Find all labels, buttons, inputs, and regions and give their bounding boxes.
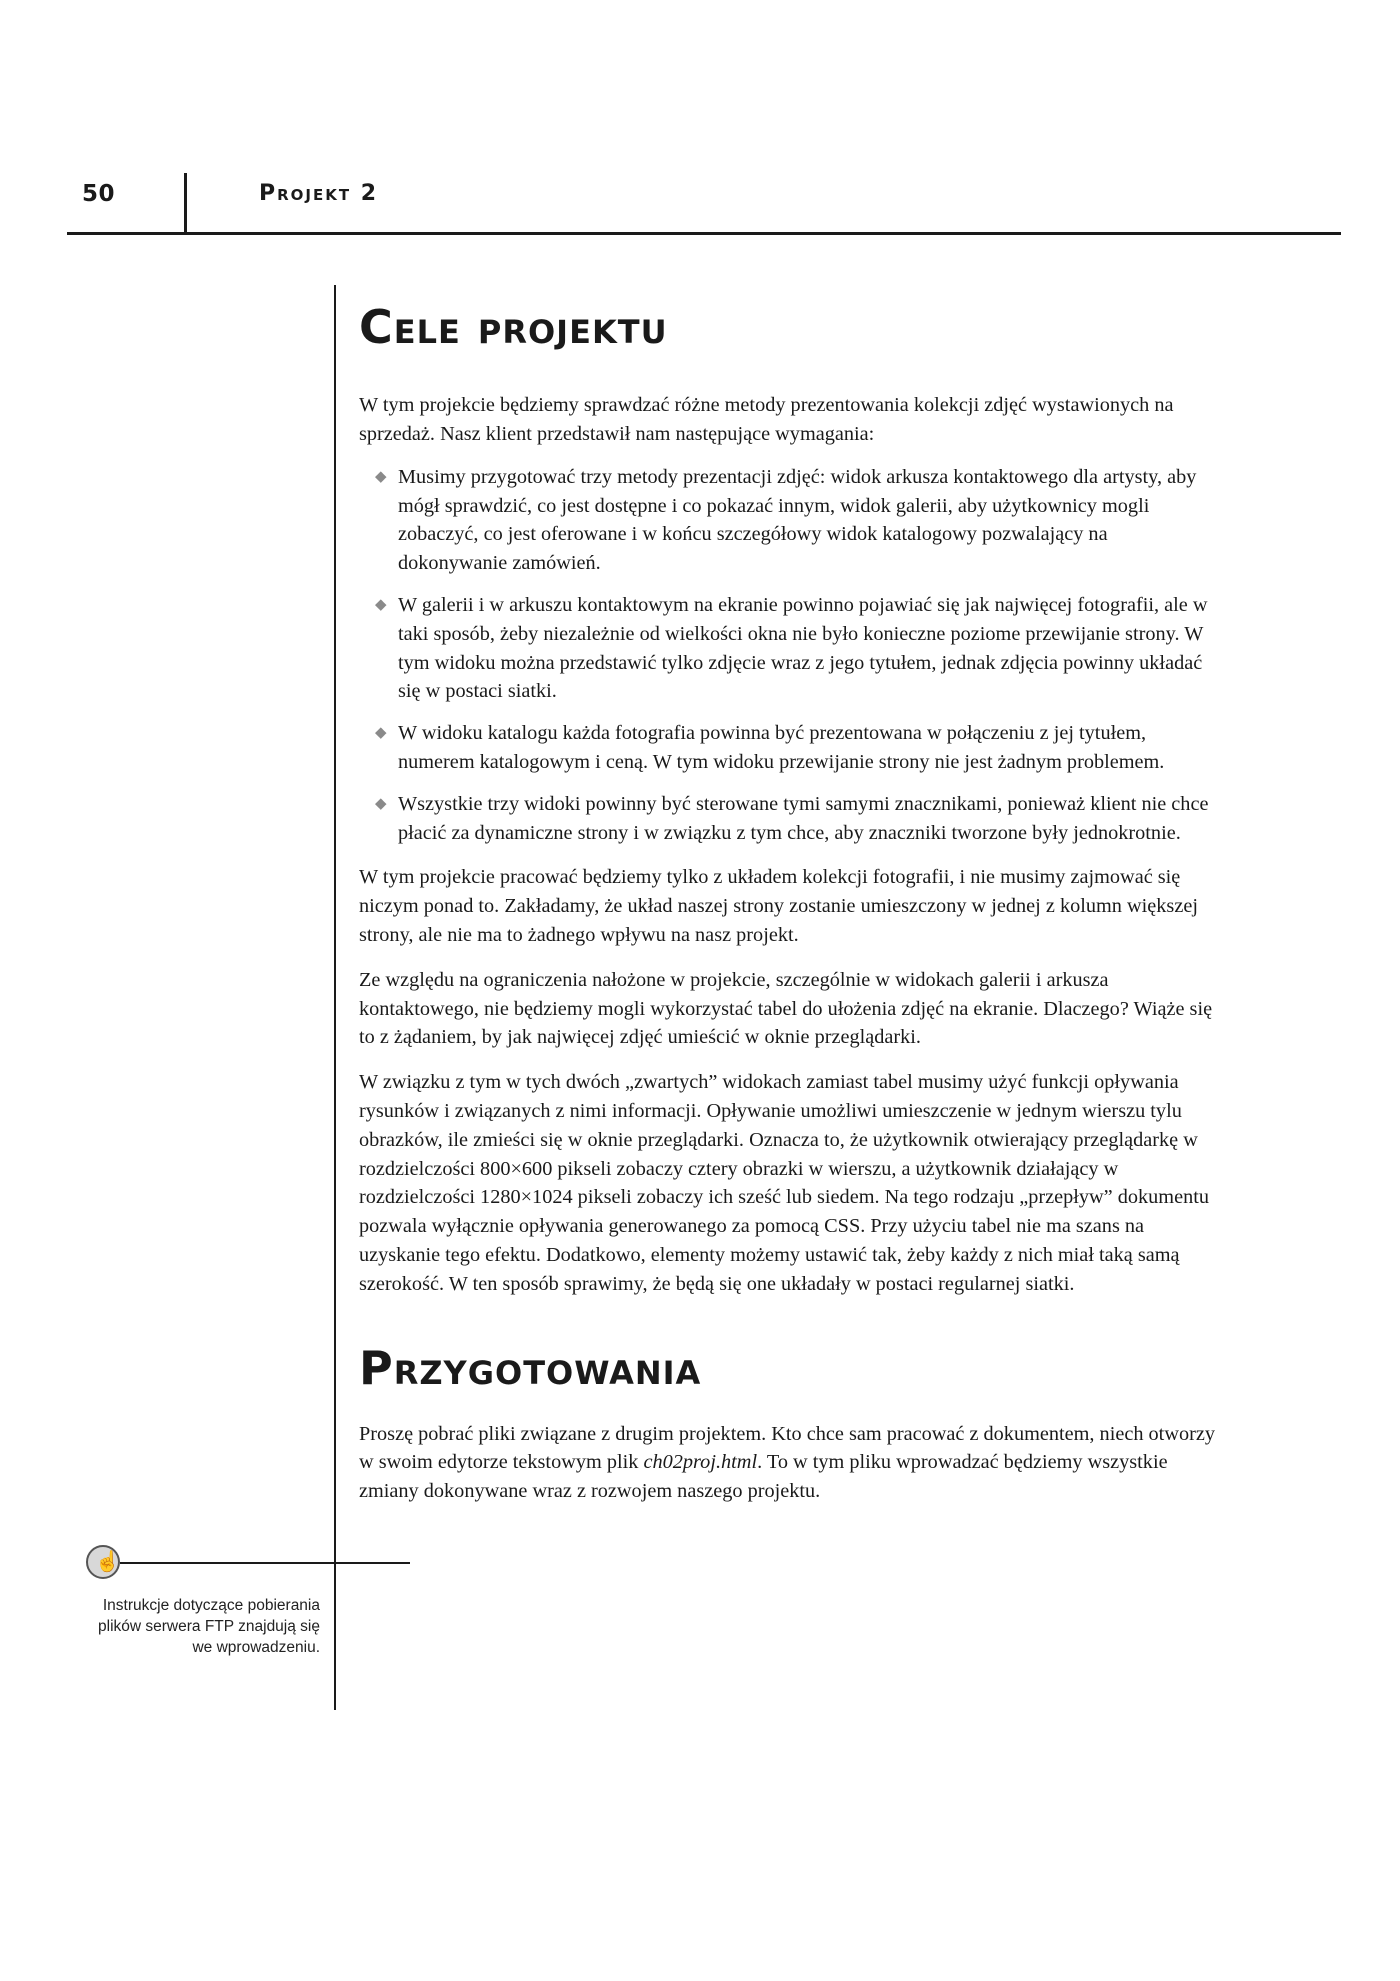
diamond-bullet-icon: ◆ <box>375 795 387 812</box>
page-header <box>0 0 1400 240</box>
pointing-hand-icon: ☝ <box>86 1545 120 1579</box>
list-item-text: Musimy przygotować trzy metody prezentacji zdjęć: widok arkusza kontaktowego dla artysty, aby mógł sprawdzić, co jest dostępne i co pokazać innym, widok galerii, aby użytkownicy mogli zobaczyć, co jest oferowane i w końcu szczegółowy widok katalogowy pozwalający na dokonywanie zamówień. <box>398 465 1197 575</box>
section-heading-cele: Cele projektu <box>359 300 668 354</box>
setup-paragraph <box>359 1420 1219 1506</box>
note-rule <box>120 1562 410 1564</box>
setup-text-after: . To w tym pliku wprowadzać będziemy wszystkie zmiany dokonywane wraz z rozwojem naszego projektu. <box>359 1451 1168 1503</box>
section-heading-przygotowania: Przygotowania <box>359 1340 702 1395</box>
header-divider <box>184 173 187 235</box>
list-item <box>359 591 1219 706</box>
list-item <box>359 719 1219 777</box>
list-item-text: W galerii i w arkuszu kontaktowym na ekranie powinno pojawiać się jak najwięcej fotografii, ale w taki sposób, żeby niezależnie od wielkości okna nie było konieczne poziome przewijanie strony. W tym widoku można przedstawić tylko zdjęcie wraz z jego tytułem, jednak zdjęcia powinny układać się w postaci siatki. <box>398 593 1208 703</box>
margin-rule <box>334 285 336 1710</box>
diamond-bullet-icon: ◆ <box>375 596 387 613</box>
page-number: 50 <box>82 181 116 207</box>
filename: ch02proj.html <box>643 1451 758 1474</box>
body-paragraph: W tym projekcie pracować będziemy tylko z układem kolekcji fotografii, i nie musimy zajmować się niczym ponad to. Zakładamy, że układ naszej strony zostanie umieszczony w jednej z kolumn większej strony, ale nie ma to żadnego wpływu na nasz projekt. <box>359 866 1198 946</box>
list-item <box>359 463 1219 578</box>
diamond-bullet-icon: ◆ <box>375 725 387 742</box>
requirements-list <box>359 463 1219 848</box>
list-item-text: W widoku katalogu każda fotografia powinna być prezentowana w połączeniu z jej tytułem, numerem katalogowym i ceną. W tym widoku przewijanie strony nie jest żadnym problemem. <box>398 722 1165 773</box>
body-paragraph: Ze względu na ograniczenia nałożone w projekcie, szczególnie w widokach galerii i arkusza kontaktowego, nie będziemy mogli wykorzystać tabel do ułożenia zdjęć na ekranie. Dlaczego? Wiąże się to z żądaniem, by jak najwięcej zdjęć umieścić w oknie przeglądarki. <box>359 968 1213 1049</box>
intro-paragraph: W tym projekcie będziemy sprawdzać różne metody prezentowania kolekcji zdjęć wystawionych na sprzedaż. Nasz klient przedstawił nam następujące wymagania: <box>359 394 1174 445</box>
list-item-text: Wszystkie trzy widoki powinny być sterowane tymi samymi znacznikami, ponieważ klient nie chce płacić za dynamiczne strony i w związku z tym chce, aby znaczniki tworzone były jednokrotnie. <box>398 792 1209 844</box>
body-paragraph: W związku z tym w tych dwóch „zwartych” widokach zamiast tabel musimy użyć funkcji opływania rysunków i związanych z nimi informacji. Opływanie umożliwi umieszczenie w jednym wierszu tylu obrazków, ile zmieści się w oknie przeglądarki. Oznacza to, że użytkownik otwierający przeglądarkę w rozdzielczości 800×600 pikseli zobaczy cztery obrazki w wierszu, a użytkownik działający w rozdzielczości 1280×1024 pikseli zobaczy ich sześć lub siedem. Na tego rodzaju „przepływ” dokumentu pozwala wyłącznie opływania generowanego za pomocą CSS. Przy użyciu tabel nie ma szans na uzyskanie tego efektu. Dodatkowo, elementy możemy ustawić tak, żeby każdy z nich miał taką samą szerokość. W ten sposób sprawimy, że będą się one układały w postaci regularnej siatki. <box>359 1071 1210 1295</box>
header-rule <box>67 232 1341 235</box>
diamond-bullet-icon: ◆ <box>375 468 387 485</box>
setup-text-before: Proszę pobrać pliki związane z drugim projektem. Kto chce sam pracować z dokumentem, niech otworzy w swoim edytorze tekstowym plik <box>359 1422 1216 1474</box>
sidebar-note-text: Instrukcje dotyczące pobierania plików serwera FTP znajdują się we wprowadzeniu. <box>98 1597 320 1656</box>
main-content <box>359 300 1219 1506</box>
list-item <box>359 790 1219 848</box>
running-head: Projekt 2 <box>259 181 379 206</box>
